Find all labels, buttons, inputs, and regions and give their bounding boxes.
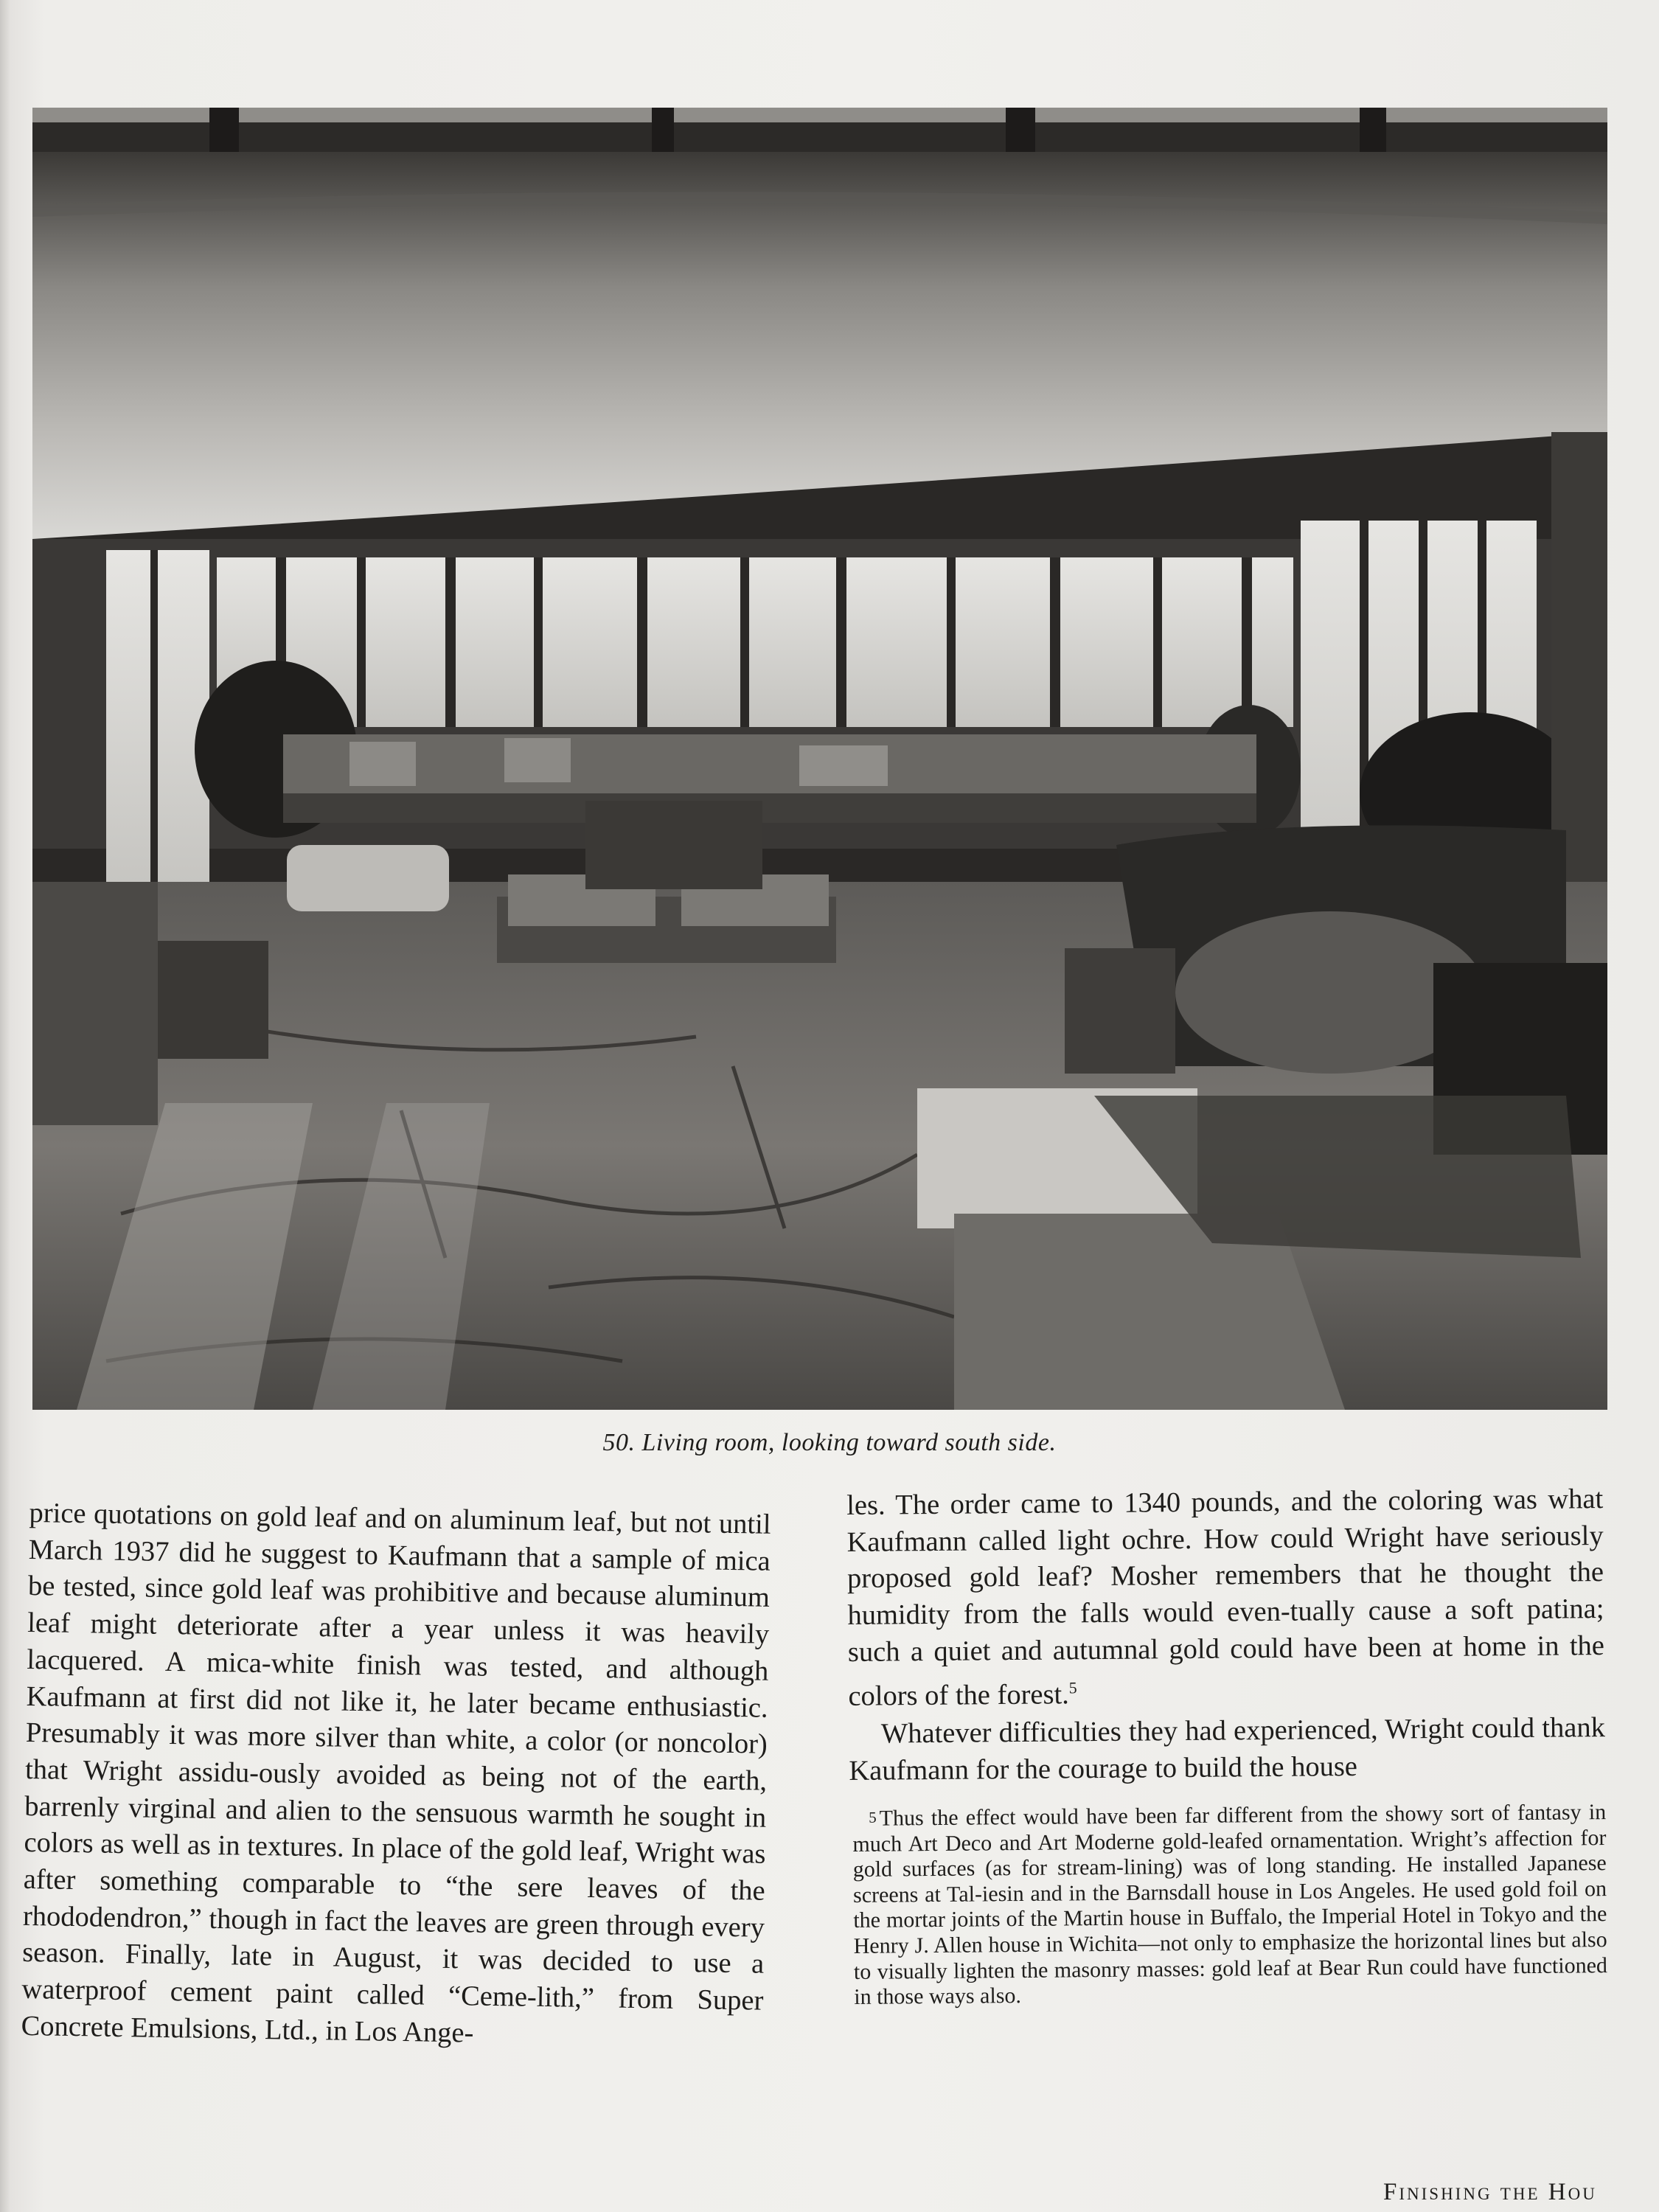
living-room-photograph [32, 108, 1607, 1410]
right-column-paragraph-2: Whatever difficulties they had experienced, Wright could thank Kaufmann for the courage to build the house [849, 1712, 1606, 1787]
left-column-paragraph: price quotations on gold leaf and on aluminum leaf, but not until March 1937 did he suggest to Kaufmann that a sample of mica be tested, since gold leaf was prohibitive and because aluminum leaf might deteriorate after a year unless it was heavily lacquered. A mica-white finish was tested, and although Kaufmann at first did not like it, he later became enthusiastic. Presumably it was more silver than white, a color (or noncolor) that Wright assidu-ously avoided as being not of the earth, barrenly virginal and alien to the sensuous warmth he sought in colors as well as in textures. In place of the gold leaf, Wright was after something comparable to “the sere leaves of the rhododendron,” though in fact the leaves are green through every season. Finally, late in August, it was decided to use a waterproof cement paint called “Ceme-lith,” from Super Concrete Emulsions, Ltd., in Los Ange- [21, 1497, 771, 2049]
footnote-number: 5 [869, 1808, 877, 1826]
right-column-paragraph-1-text: les. The order came to 1340 pounds, and the coloring was what Kaufmann called light ochre. How could Wright have seriously proposed gold leaf? Mosher remembers that he thought the humidity from the falls would even-tually cause a soft patina; such a quiet and autumnal gold could have been at home in the colors of the forest. [846, 1484, 1605, 1712]
body-text-right-column [846, 1481, 1606, 1790]
figure-caption: 50. Living room, looking toward south side. [602, 1429, 1057, 1456]
footnote-reference: 5 [1068, 1677, 1077, 1697]
right-column-paragraph-1 [846, 1481, 1605, 1715]
footnote [852, 1798, 1607, 2011]
body-text-left-column [21, 1495, 771, 2056]
footnote-text: Thus the effect would have been far different from the showy sort of fantasy in much Art Deco and Art Moderne gold-leafed ornamentation. Wright’s affection for gold surfaces (as for stream-lining) was of long standing. He installed Japanese screens at Tal-iesin and in the Barnsdall house in Los Angeles. He used gold foil on the mortar joints of the Martin house in Buffalo, the Imperial Hotel in Tokyo and the Henry J. Allen house in Wichita—not only to emphasize the horizontal lines but also to visually lighten the masonry masses: gold leaf at Bear Run could have functioned in those ways also. [852, 1800, 1608, 2010]
running-footer: Finishing the Hou [1383, 2179, 1597, 2205]
